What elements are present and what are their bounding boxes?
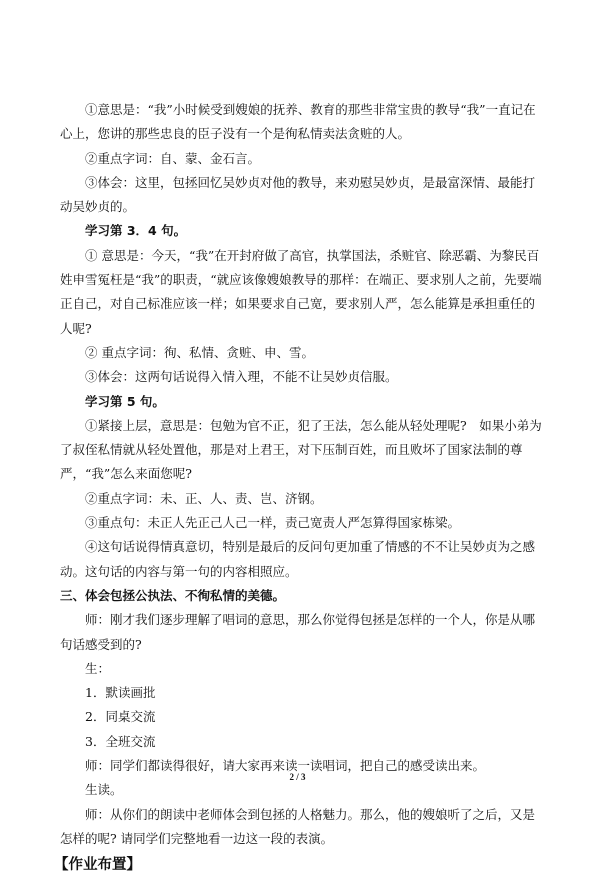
body-paragraph: 师：刚才我们逐步理解了唱词的意思，那么你觉得包拯是怎样的一个人，你是从哪句话感受到的? — [60, 612, 536, 652]
study-heading: 学习第 5 句。 — [85, 393, 165, 409]
homework-heading: 【作业布置】 — [54, 857, 141, 874]
body-paragraph: ③体会：这里，包拯回忆吴妙贞对他的教导，来劝慰吴妙贞，是最富深情、最能打动吴妙贞的。 — [60, 174, 536, 215]
page-number: 2 / 3 — [289, 772, 306, 782]
body-paragraph: 3．全班交流 — [85, 733, 156, 749]
study-heading: 学习第 3．4 句。 — [85, 223, 187, 239]
body-paragraph: ③重点句：未正人先正己人己一样，责己宽责人严怎算得国家栋梁。 — [85, 515, 461, 531]
body-paragraph: ③体会：这两句话说得入情入理，不能不让吴妙贞信服。 — [85, 369, 398, 385]
body-paragraph: ① 意思是：今天，“我”在开封府做了高官，执掌国法，杀赃官、除恶霸、为黎民百姓申雪冤枉是“我”的职责，“就应该像嫂娘教导的那样：在端正、要求别人之前，先要端正自己，对自己标准应该一样；如果要求自己宽，要求别人严，怎么能算是承担重任的人呢? — [60, 247, 542, 336]
body-paragraph: 2．同桌交流 — [85, 709, 156, 725]
body-paragraph: ② 重点字词：徇、私情、贪赃、申、雪。 — [85, 344, 314, 360]
body-paragraph: 1．默读画批 — [85, 685, 156, 701]
body-paragraph: ④这句话说得情真意切，特别是最后的反问句更加重了情感的不不让吴妙贞为之感动。这句话的内容与第一句的内容相照应。 — [60, 539, 536, 579]
body-paragraph: 师：从你们的朗读中老师体会到包拯的人格魅力。那么，他的嫂娘听了之后，又是怎样的呢? 请同学们完整地看一边这一段的表演。 — [60, 806, 536, 846]
section-heading: 三、体会包拯公执法、不徇私情的美德。 — [60, 587, 286, 603]
body-paragraph: 师：同学们都读得很好，请大家再来读一读唱词，把自己的感受读出来。 — [85, 758, 486, 774]
body-paragraph: 生读。 — [85, 782, 123, 798]
body-paragraph: ①意思是：“我”小时候受到嫂娘的抚养、教育的那些非常宝贵的教导“我”一直记在心上，您讲的那些忠良的臣子没有一个是徇私情卖法贪赃的人。 — [60, 102, 536, 142]
body-paragraph: 生： — [85, 660, 111, 676]
body-paragraph: ②重点字词：自、蒙、金石言。 — [85, 150, 261, 166]
body-paragraph: ②重点字词：未、正、人、责、岂、济钢。 — [85, 490, 323, 506]
document-body — [54, 98, 542, 879]
body-paragraph: ①紧接上层，意思是：包勉为官不正，犯了王法，怎么能从轻处理呢? 如果小弟为了叔侄私情就从轻处置他，那是对上君王，对下压制百姓，而且败坏了国家法制的尊严，“我”怎么来面您呢? — [60, 417, 542, 482]
